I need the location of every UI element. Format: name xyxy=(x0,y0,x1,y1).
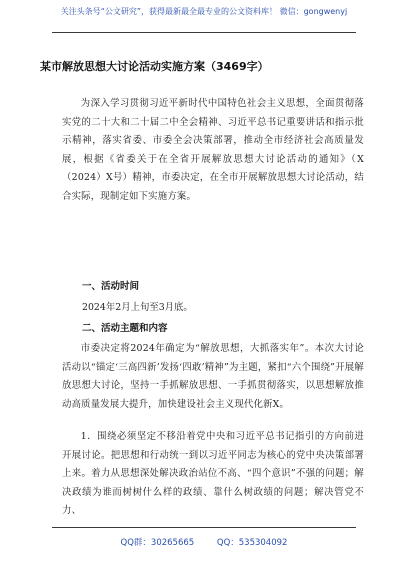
footer-divider xyxy=(52,527,356,528)
theme-paragraph: 市委决定将2024年确定为“解放思想，大抓落实年”。本次大讨论活动以“锚定‘三高四新’发扬‘四敢’精神”为主题，紧扣“六个围绕”开展解放思想大讨论，坚持一手抓解放思想、一手抓贯彻落实，以思想解放推动高质量发展大提升，加快建设社会主义现代化新X。 xyxy=(62,343,364,410)
footer-qq-group: QQ群：30265665 xyxy=(120,538,195,548)
header-note: 关注头条号“公文研究”，获得最新最全最专业的公文资料库！ 微信：gongwenyj xyxy=(60,7,348,16)
section-heading-theme: 二、活动主题和内容 xyxy=(82,323,168,334)
footer-contact xyxy=(0,536,408,548)
theme-paragraph-block xyxy=(62,340,364,414)
point-one-paragraph: 1．围绕必须坚定不移沿着党中央和习近平总书记指引的方向前进开展讨论。把思想和行动统一到以习近平同志为核心的党中央决策部署上来。着力从思想深处解决政治站位不高、“四个意识”不强的问题；解决政绩为谁而树树什么样的政绩、靠什么树政绩的问题；解决管党不力、 xyxy=(62,431,364,516)
footer-qq: QQ：535304092 xyxy=(216,538,288,548)
point-one-block xyxy=(62,428,364,524)
intro-paragraph-block xyxy=(62,95,364,206)
section-heading-time: 一、活动时间 xyxy=(82,281,140,292)
document-title: 某市解放思想大讨论活动实施方案（3469字） xyxy=(40,60,269,73)
activity-time-text: 2024年2月上旬至3月底。 xyxy=(82,302,193,313)
intro-paragraph: 为深入学习贯彻习近平新时代中国特色社会主义思想，全面贯彻落实党的二十大和二十届二中全会精神、习近平总书记重要讲话和指示批示精神，落实省委、市委全会决策部署，推动全市经济社会高质量发展，根据《省委关于在全省开展解放思想大讨论活动的通知》（X（2024）X号）精神，市委决定，在全市开展解放思想大讨论活动，结合实际，现制定如下实施方案。 xyxy=(62,98,364,202)
top-divider xyxy=(52,32,356,33)
